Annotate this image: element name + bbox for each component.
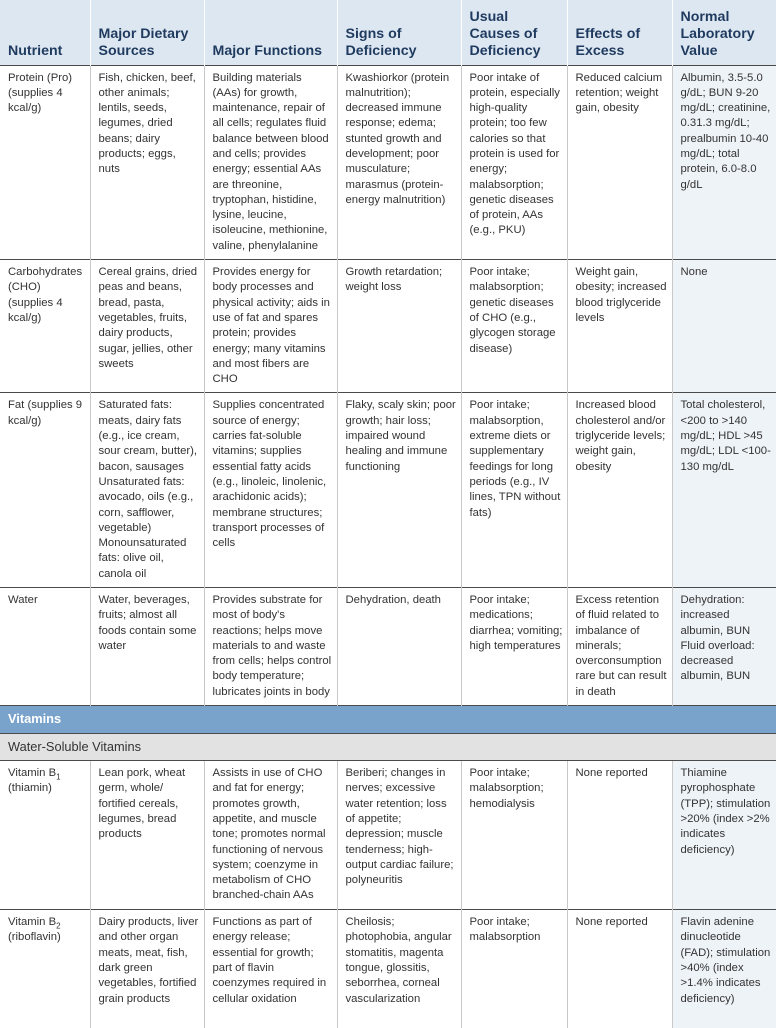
- lab-value-cell: None: [672, 260, 776, 393]
- header-sources: Major Dietary Sources: [90, 0, 204, 65]
- subsection-title: Water-Soluble Vitamins: [0, 734, 776, 761]
- functions-cell: Provides energy for body processes and physical activity; aids in use of fat and spares protein; provides energy; many vitamins and most fibers are CHO: [204, 260, 337, 393]
- header-lab-value: Normal Laboratory Value: [672, 0, 776, 65]
- section-row: [0, 706, 776, 734]
- header-nutrient: Nutrient: [0, 0, 90, 65]
- nutrient-cell: Water: [0, 588, 90, 706]
- nutrient-subscript: 1: [56, 772, 61, 782]
- sources-cell: Saturated fats: meats, dairy fats (e.g., ice cream, sour cream, butter), bacon, sausages Unsaturated fats: avocado, oils (e.g., corn, safflower, vegetable) Monounsaturated fats: olive oil, canola oil: [90, 393, 204, 588]
- header-deficiency-signs: Signs of Deficiency: [337, 0, 461, 65]
- deficiency-signs-cell: Flaky, scaly skin; poor growth; hair loss; impaired wound healing and immune functioning: [337, 393, 461, 588]
- nutrient-alias: (riboflavin): [8, 931, 61, 944]
- nutrient-cell: [0, 761, 90, 910]
- excess-cell: None reported: [567, 761, 672, 910]
- excess-cell: Excess retention of fluid related to imbalance of minerals; overconsumption rare but can result in death: [567, 588, 672, 706]
- functions-cell: Provides substrate for most of body's reactions; helps move materials to and waste from cells; helps control body temperature; lubricates joints in body: [204, 588, 337, 706]
- excess-cell: Increased blood cholesterol and/or triglyceride levels; weight gain, obesity: [567, 393, 672, 588]
- nutrient-cell: [0, 910, 90, 1028]
- lab-value-cell: Thiamine pyrophosphate (TPP); stimulation >20% (index >2% indicates deficiency): [672, 761, 776, 910]
- section-title: Vitamins: [0, 706, 776, 734]
- sources-cell: Cereal grains, dried peas and beans, bread, pasta, vegetables, fruits, dairy products, sugar, jellies, other sweets: [90, 260, 204, 393]
- sources-cell: Water, beverages, fruits; almost all foods contain some water: [90, 588, 204, 706]
- table-row: [0, 910, 776, 1028]
- lab-value-cell: Total cholesterol, <200 to >140 mg/dL; HDL >45 mg/dL; LDL <100-130 mg/dL: [672, 393, 776, 588]
- sources-cell: Lean pork, wheat germ, whole/ fortified cereals, legumes, bread products: [90, 761, 204, 910]
- deficiency-signs-cell: Growth retardation; weight loss: [337, 260, 461, 393]
- deficiency-causes-cell: Poor intake; malabsorption, extreme diets or supplementary feedings for long periods (e.g., IV lines, TPN without fats): [461, 393, 567, 588]
- deficiency-signs-cell: Beriberi; changes in nerves; excessive water retention; loss of appetite; depression; muscle tenderness; high-output cardiac failure; polyneuritis: [337, 761, 461, 910]
- nutrient-alias: (thiamin): [8, 782, 52, 795]
- excess-cell: Weight gain, obesity; increased blood triglyceride levels: [567, 260, 672, 393]
- subsection-row: [0, 734, 776, 761]
- sources-cell: Fish, chicken, beef, other animals; lentils, seeds, legumes, dried beans; dairy products; eggs, nuts: [90, 65, 204, 260]
- functions-cell: Assists in use of CHO and fat for energy; promotes growth, appetite, and muscle tone; promotes normal functioning of nervous system; coenzyme in metabolism of CHO branched-chain AAs: [204, 761, 337, 910]
- excess-cell: Reduced calcium retention; weight gain, obesity: [567, 65, 672, 260]
- functions-cell: Supplies concentrated source of energy; carries fat-soluble vitamins; supplies essential fatty acids (e.g., linoleic, linolenic, arachidonic acids); membrane structures; transport processes of cells: [204, 393, 337, 588]
- deficiency-signs-cell: Cheilosis; photophobia, angular stomatitis, magenta tongue, glossitis, seborrhea, corneal vascularization: [337, 910, 461, 1028]
- deficiency-causes-cell: Poor intake; malabsorption; hemodialysis: [461, 761, 567, 910]
- header-functions: Major Functions: [204, 0, 337, 65]
- header-row: [0, 0, 776, 65]
- deficiency-causes-cell: Poor intake; malabsorption: [461, 910, 567, 1028]
- nutrient-name: Vitamin B: [8, 916, 57, 929]
- table-row: [0, 393, 776, 588]
- lab-value-cell: Flavin adenine dinucleotide (FAD); stimulation >40% (index >1.4% indicates deficiency): [672, 910, 776, 1028]
- table-row: [0, 588, 776, 706]
- table-row: [0, 65, 776, 260]
- deficiency-causes-cell: Poor intake; medications; diarrhea; vomiting; high temperatures: [461, 588, 567, 706]
- table-row: [0, 761, 776, 910]
- header-excess: Effects of Excess: [567, 0, 672, 65]
- deficiency-causes-cell: Poor intake of protein, especially high-quality protein; too few calories so that protein is used for energy; malabsorption; genetic diseases of protein, AAs (e.g., PKU): [461, 65, 567, 260]
- functions-cell: Building materials (AAs) for growth, maintenance, repair of all cells; regulates fluid balance between blood and cells; provides energy; essential AAs are threonine, tryptophan, histidine, lysine, leucine, isoleucine, methionine, valine, phenylalanine: [204, 65, 337, 260]
- excess-cell: None reported: [567, 910, 672, 1028]
- nutrient-cell: Carbohydrates (CHO) (supplies 4 kcal/g): [0, 260, 90, 393]
- sources-cell: Dairy products, liver and other organ meats, meat, fish, dark green vegetables, fortified grain products: [90, 910, 204, 1028]
- lab-value-cell: Dehydration: increased albumin, BUN Fluid overload: decreased albumin, BUN: [672, 588, 776, 706]
- nutrient-subscript: 2: [56, 921, 61, 931]
- functions-cell: Functions as part of energy release; essential for growth; part of flavin coenzymes required in cellular oxidation: [204, 910, 337, 1028]
- lab-value-cell: Albumin, 3.5-5.0 g/dL; BUN 9-20 mg/dL; creatinine, 0.31.3 mg/dL; prealbumin 10-40 mg/dL; total protein, 6.0-8.0 g/dL: [672, 65, 776, 260]
- deficiency-causes-cell: Poor intake; malabsorption; genetic diseases of CHO (e.g., glycogen storage disease): [461, 260, 567, 393]
- nutrient-name: Vitamin B: [8, 767, 57, 780]
- table-row: [0, 260, 776, 393]
- nutrient-cell: Fat (supplies 9 kcal/g): [0, 393, 90, 588]
- header-deficiency-causes: Usual Causes of Deficiency: [461, 0, 567, 65]
- deficiency-signs-cell: Dehydration, death: [337, 588, 461, 706]
- nutrient-cell: Protein (Pro) (supplies 4 kcal/g): [0, 65, 90, 260]
- deficiency-signs-cell: Kwashiorkor (protein malnutrition); decreased immune response; edema; stunted growth and development; poor musculature; marasmus (protein-energy malnutrition): [337, 65, 461, 260]
